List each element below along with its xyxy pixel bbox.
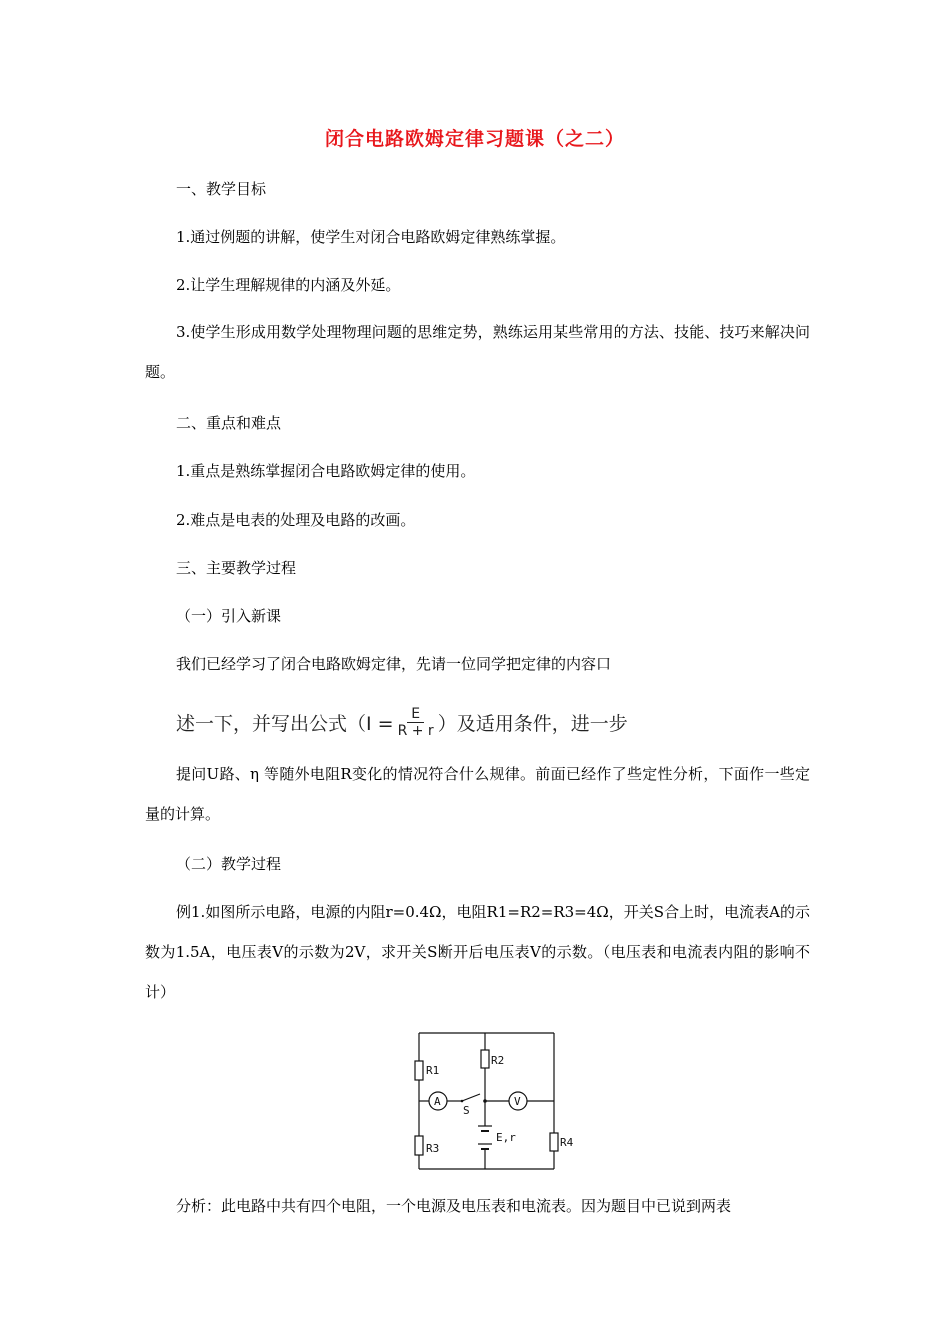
focus-item-2: 2.难点是电表的处理及电路的改画。 xyxy=(176,511,416,529)
example-1-text: 例1.如图所示电路，电源的内阻r=0.4Ω，电阻R1=R2=R3=4Ω，开关S合上时，电流表A的示数为1.5A，电压表V的示数为2V，求开关S断开后电压表V的示数。（电压表和电流表内阻的影响不计） xyxy=(145,903,810,1001)
source-label: E,r xyxy=(496,1131,516,1144)
formula-image-line xyxy=(176,700,636,744)
resistor-r3 xyxy=(415,1136,423,1155)
ammeter-label: A xyxy=(434,1095,441,1108)
analysis-text: 分析：此电路中共有四个电阻，一个电源及电压表和电流表。因为题目中已说到两表 xyxy=(176,1197,732,1215)
formula-prefix: 述一下，并写出公式（I = xyxy=(176,712,394,735)
focus-item-1: 1.重点是熟练掌握闭合电路欧姆定律的使用。 xyxy=(176,462,476,480)
r1-label: R1 xyxy=(426,1064,440,1077)
intro-continuation: 提问U路、η 等随外电阻R变化的情况符合什么规律。前面已经作了些定性分析，下面作一些定量的计算。 xyxy=(145,765,810,823)
subsection-intro-heading: （一）引入新课 xyxy=(176,607,282,625)
intro-text: 我们已经学习了闭合电路欧姆定律，先请一位同学把定律的内容口 xyxy=(176,655,612,673)
circuit-diagram xyxy=(400,1025,590,1175)
resistor-r4 xyxy=(550,1133,558,1151)
voltmeter-label: V xyxy=(514,1095,521,1108)
formula-suffix: ）及适用条件，进一步 xyxy=(437,712,628,735)
goal-item-2: 2.让学生理解规律的内涵及外延。 xyxy=(176,276,401,294)
section3-heading: 三、主要教学过程 xyxy=(176,559,297,577)
goal-item-1: 1.通过例题的讲解，使学生对闭合电路欧姆定律熟练掌握。 xyxy=(176,228,566,246)
formula-denominator: R + r xyxy=(397,722,434,739)
subsection-process-heading: （二）教学过程 xyxy=(176,855,282,873)
switch-contact xyxy=(461,1100,464,1103)
formula-numerator: E xyxy=(407,706,424,723)
junction-dot xyxy=(483,1099,487,1103)
resistor-r2 xyxy=(481,1050,489,1068)
goal-item-3: 3.使学生形成用数学处理物理问题的思维定势，熟练运用某些常用的方法、技能、技巧来解决问题。 xyxy=(145,323,810,381)
section1-heading: 一、教学目标 xyxy=(176,180,267,198)
r2-label: R2 xyxy=(491,1054,505,1067)
resistor-r1 xyxy=(415,1061,423,1080)
switch-label: S xyxy=(463,1104,470,1117)
battery-icon xyxy=(478,1126,492,1149)
formula-fraction xyxy=(398,706,434,739)
page-title: 闭合电路欧姆定律习题课（之二） xyxy=(324,128,625,150)
section2-heading: 二、重点和难点 xyxy=(176,414,282,432)
r3-label: R3 xyxy=(426,1142,440,1155)
r4-label: R4 xyxy=(560,1136,574,1149)
